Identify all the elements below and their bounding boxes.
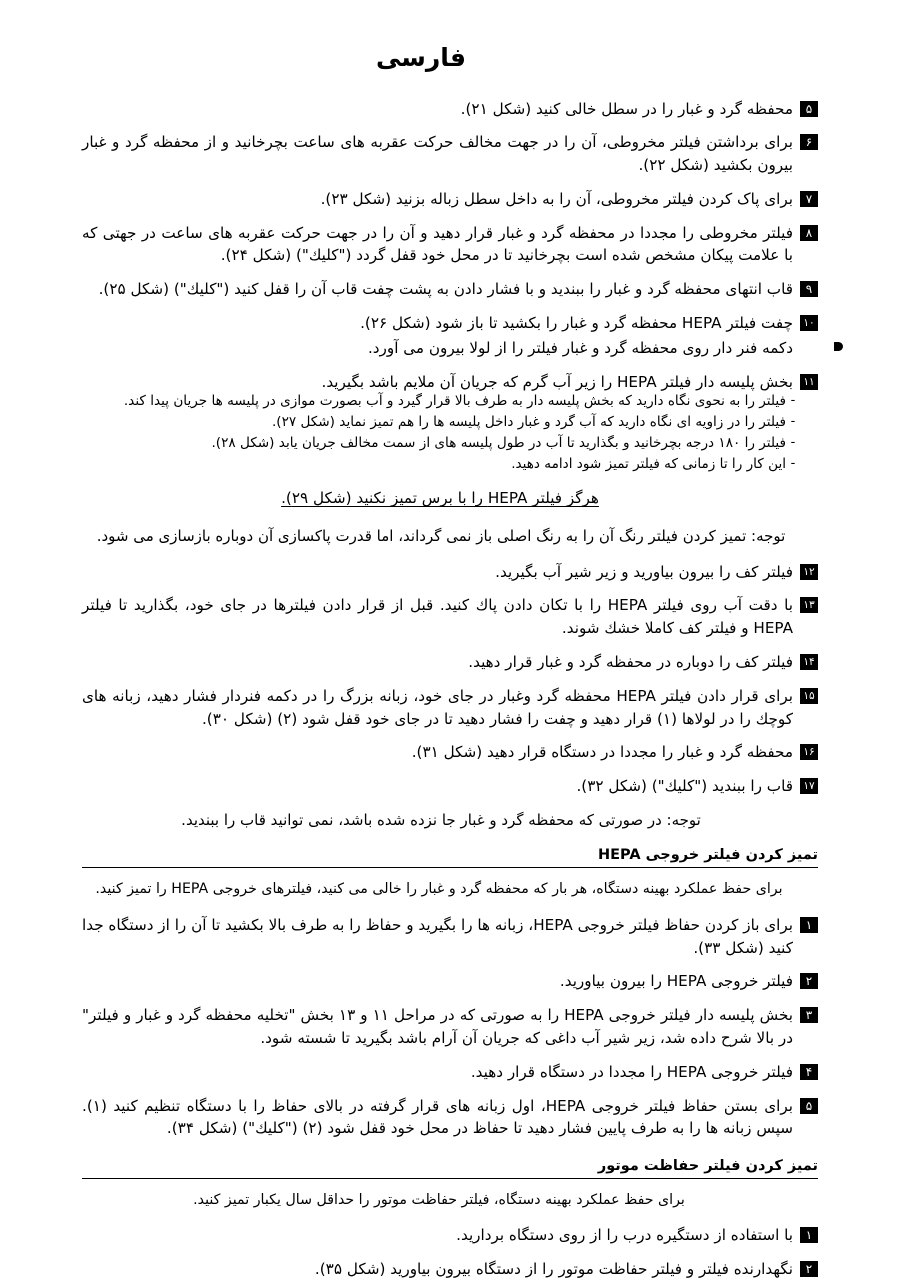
dash-bullet-icon: - xyxy=(790,455,796,471)
step-continuation-text: دکمه فنر دار روی محفظه گرد و غبار فیلتر را از لولا بیرون می آورد. xyxy=(367,338,793,357)
section-title: تمیز کردن فیلتر حفاظت موتور xyxy=(597,1158,818,1175)
step-item xyxy=(82,278,818,301)
step-item xyxy=(82,1258,818,1281)
step-number: ۶ xyxy=(800,134,818,150)
step-text: محفظه گرد و غبار را مجددا در دستگاه قرار دهید (شکل ۳۱). xyxy=(411,743,793,762)
step-number: ۵ xyxy=(800,1098,818,1114)
section-intro-text: برای حفظ عملکرد بهینه دستگاه، هر بار که محفظه گرد و غبار را خالی می کنید، فیلترهای خروجی HEPA را تمیز کنید. xyxy=(95,881,783,898)
note-filter-color: توجه: تمیز کردن فیلتر رنگ آن را به رنگ اصلی باز نمی گرداند، اما قدرت پاکسازی آن دوباره بازسازی می شود. xyxy=(96,527,786,546)
step-item xyxy=(82,371,818,394)
step-number: ۲ xyxy=(800,973,818,989)
step-item xyxy=(82,685,818,731)
sub-step-item xyxy=(82,413,800,433)
step-number: ۷ xyxy=(800,191,818,207)
step-text: برای باز کردن حفاظ فیلتر خروجی HEPA، زبانه ها را بگیرید و حفاظ را به طرف بالا بکشید تا آن را از دستگاه جدا کنید (شکل ۳۳). xyxy=(82,915,794,957)
half-marker-icon xyxy=(834,342,843,351)
step-text: قاب انتهای محفظه گرد و غبار را ببندید و با فشار دادن به پشت چفت قاب آن را قفل کنید ("کلیك") (شکل ۲۵). xyxy=(98,280,793,299)
dash-bullet-icon: - xyxy=(790,393,796,409)
sub-step-text: این کار را تا زمانی که فیلتر تمیز شود ادامه دهید. xyxy=(511,455,786,472)
step-number: ۱۶ xyxy=(800,744,818,760)
note-frame-close: توجه: در صورتی که محفظه گرد و غبار جا نزده شده باشد، نمی توانید قاب را ببندید. xyxy=(181,810,701,829)
step-number: ۱۰ xyxy=(800,315,818,331)
step-text: فیلتر مخروطی را مجددا در محفظه گرد و غبار قرار دهید و آن را در جهت حرکت عقربه های ساعت در جهتی که با علامت پیکان مشخص شده است بچرخانید تا در محل خود قفل گردد ("کلیك") (شکل ۲۴). xyxy=(82,223,793,265)
step-text: قاب را ببندید ("کلیك") (شکل ۳۲). xyxy=(576,777,793,796)
step-item xyxy=(82,775,818,798)
section-divider xyxy=(82,867,818,868)
section-title: تمیز کردن فیلتر خروجی HEPA xyxy=(597,847,818,864)
step-number: ۴ xyxy=(800,1064,818,1080)
step-text: فیلتر خروجی HEPA را مجددا در دستگاه قرار دهید. xyxy=(470,1062,793,1081)
step-number: ۳ xyxy=(800,1007,818,1023)
sub-step-list xyxy=(82,392,800,474)
warning-text xyxy=(82,487,818,510)
sub-step-text: فیلتر را در زاویه ای نگاه دارید که آب گرد و غبار داخل پلیسه ها را هم تمیز نماید (شکل ۲۷). xyxy=(271,414,786,431)
step-number: ۱۲ xyxy=(800,564,818,580)
step-number: ۱۷ xyxy=(800,778,818,794)
steps-group-reassembly xyxy=(82,561,818,798)
step-item xyxy=(82,1061,818,1084)
step-item xyxy=(82,98,818,121)
warning-text-underline: هرگز فیلتر HEPA را با برس تمیز نکنید (شکل ۲۹). xyxy=(281,489,599,508)
step-item xyxy=(82,1224,818,1247)
step-text: با دقت آب روی فیلتر HEPA را با تکان دادن پاك کنید. قبل از قرار دادن فیلترها در جای خود، بگذارید تا فیلتر HEPA و فیلتر کف کاملا خشك شوند. xyxy=(82,596,793,638)
section-motor-filter xyxy=(82,1158,818,1281)
step-text: برای قرار دادن فیلتر HEPA محفظه گرد وغبار در جای خود، زبانه بزرگ را در دکمه فنردار فشار دهید، زبانه های کوچك را در لولاها (۱) قرار دهید و چفت را فشار دهید تا در جای خود قفل شود (۲) (شکل ۳۰). xyxy=(82,686,793,728)
step-text: با استفاده از دستگیره درب را از روی دستگاه بردارید. xyxy=(456,1226,793,1245)
step-number: ۹ xyxy=(800,281,818,297)
step-item xyxy=(82,312,818,335)
step-item xyxy=(82,651,818,674)
step-item xyxy=(82,222,818,268)
sub-step-text: فیلتر را ۱۸۰ درجه بچرخانید و بگذارید تا آب در طول پلیسه های از سمت مخالف جریان یابد (شکل ۲۸). xyxy=(211,434,786,451)
step-text: بخش پلیسه دار فیلتر HEPA را زیر آب گرم که جریان آن ملایم باشد بگیرید. xyxy=(321,372,793,391)
step-text: نگهدارنده فیلتر و فیلتر حفاظت موتور را از دستگاه بیرون بیاورید (شکل ۳۵). xyxy=(314,1260,793,1279)
step-text: فیلتر کف را بیرون بیاورید و زیر شیر آب بگیرید. xyxy=(495,562,793,581)
step-item xyxy=(82,1004,818,1050)
step-item xyxy=(82,914,818,960)
steps-group-dustbin xyxy=(82,98,818,475)
step-number: ۱۴ xyxy=(800,654,818,670)
sub-step-item xyxy=(82,455,800,475)
sub-step-text: فیلتر را به نحوی نگاه دارید که بخش پلیسه دار به طرف بالا قرار گیرد و آب بصورت موازی در پلیسه ها جریان پیدا کند. xyxy=(123,393,786,410)
step-item xyxy=(82,970,818,993)
step-number: ۱ xyxy=(800,1227,818,1243)
step-text: محفظه گرد و غبار را در سطل خالی کنید (شکل ۲۱). xyxy=(460,99,793,118)
step-number: ۱۱ xyxy=(800,374,818,390)
step-item xyxy=(82,131,818,177)
step-number: ۱۳ xyxy=(800,597,818,613)
section-hepa-exhaust xyxy=(82,847,818,1140)
dash-bullet-icon: - xyxy=(790,414,796,430)
step-item xyxy=(82,741,818,764)
step-text: فیلتر خروجی HEPA را بیرون بیاورید. xyxy=(559,972,793,991)
sub-step-item xyxy=(82,392,800,412)
step-text: بخش پلیسه دار فیلتر خروجی HEPA را به صورتی که در مراحل ۱۱ و ۱۳ بخش "تخلیه محفظه گرد و غبار و فیلتر" در بالا شرح داده شد، زیر شیر آب داغی که جریان آن آرام باشد بگیرید تا شسته شود. xyxy=(82,1006,793,1047)
step-number: ۱۵ xyxy=(800,688,818,704)
step-text: برای برداشتن فیلتر مخروطی، آن را در جهت مخالف حرکت عقربه های ساعت بچرخانید و از محفظه گرد و غبار بیرون بکشید (شکل ۲۲). xyxy=(82,133,793,175)
step-item xyxy=(82,594,818,640)
step-item xyxy=(82,561,818,584)
step-number: ۸ xyxy=(800,225,818,241)
step-text: فیلتر کف را دوباره در محفظه گرد و غبار قرار دهید. xyxy=(468,652,793,671)
step-text: چفت فیلتر HEPA محفظه گرد و غبار را بکشید تا باز شود (شکل ۲۶). xyxy=(360,314,793,333)
step-number: ۵ xyxy=(800,101,818,117)
dash-bullet-icon: - xyxy=(790,434,796,450)
step-number: ۱ xyxy=(800,917,818,933)
step-item xyxy=(82,188,818,211)
step-text: برای بستن حفاظ فیلتر خروجی HEPA، اول زبانه های قرار گرفته در بالای حفاظ را با دستگاه تنظیم کنید (۱). سپس زبانه ها را به طرف پایین فشار دهید تا حفاظ در محل خود قفل شود (۲) ("کلیك") (شکل ۳۴). xyxy=(82,1096,794,1138)
step-number: ۲ xyxy=(800,1261,818,1277)
step-text: برای پاک کردن فیلتر مخروطی، آن را به داخل سطل زباله بزنید (شکل ۲۳). xyxy=(320,189,793,208)
section-intro-text: برای حفظ عملکرد بهینه دستگاه، فیلتر حفاظت موتور را حداقل سال یکبار تمیز کنید. xyxy=(193,1192,685,1209)
page-title: فارسی xyxy=(375,43,467,72)
step-item xyxy=(82,1095,818,1141)
section-divider xyxy=(82,1178,818,1179)
sub-step-item xyxy=(82,434,800,454)
